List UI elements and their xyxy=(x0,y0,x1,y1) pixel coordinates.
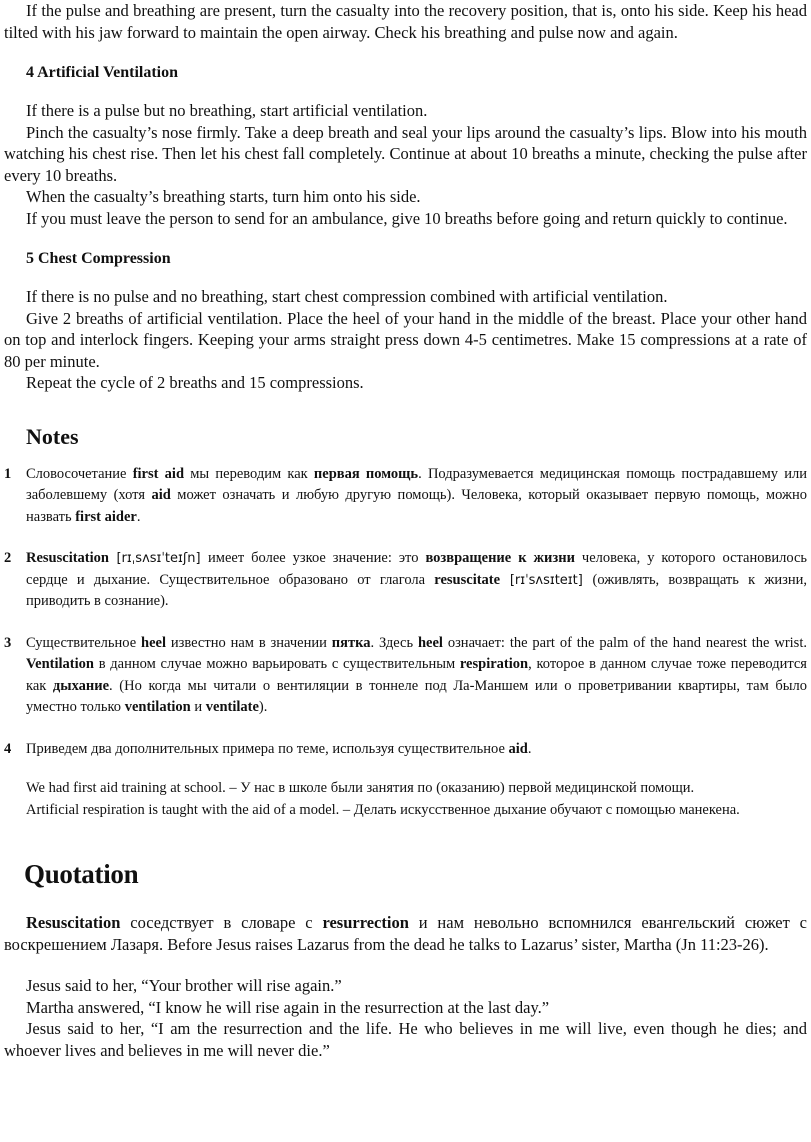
note-text: . Подразумевается медицинская помощь пострадавшему или заболевшему (хотя xyxy=(26,465,808,503)
term: дыхание xyxy=(52,677,110,694)
note-text: . Здесь xyxy=(370,634,418,651)
quotation-line-2: Martha answered, “I know he will rise again in the resurrection at the last day.” xyxy=(26,997,550,1017)
term: Resuscitation xyxy=(26,550,109,566)
quotation-heading: Quotation xyxy=(24,859,139,889)
term: first aid xyxy=(132,465,185,482)
note-text: (оживлять, возвращать к жизни, приводить в сознание). xyxy=(26,571,807,609)
note-text: означает: the part of the palm of the hand nearest the wrist. xyxy=(442,634,807,651)
note-text: Существительное xyxy=(26,634,142,651)
ventilation-p1: If there is a pulse but no breathing, start artificial ventilation. xyxy=(26,101,428,120)
compression-p1: If there is no pulse and no breathing, start chest compression combined with artificial ventilation. xyxy=(26,287,668,306)
note-text: мы переводим как xyxy=(184,465,314,482)
transcription: [rɪˈsʌsɪteɪt] xyxy=(500,572,593,588)
term: ventilation xyxy=(124,699,191,715)
note-text: . (Но когда мы читали о вентиляции в тоннеле под Ла-Маншем или о проветривании квартиры, там было уместно только xyxy=(26,677,807,715)
note-text: . xyxy=(136,508,141,525)
term: пятка xyxy=(331,634,371,651)
quotation-intro xyxy=(4,912,807,955)
compression-p2: Give 2 breaths of artificial ventilation. Place the heel of your hand in the middle of the breast. Place your other hand on top and interlock fingers. Keeping your arms straight press down 4-5 centimetres. Make 15 compressions at a rate of 80 per minute. xyxy=(4,308,807,371)
note-number: 3 xyxy=(4,634,12,651)
note-2 xyxy=(4,548,807,613)
term: first aider xyxy=(75,508,137,525)
compression-p3: Repeat the cycle of 2 breaths and 15 compressions. xyxy=(26,373,364,392)
recovery-paragraph: If the pulse and breathing are present, turn the casualty into the recovery position, that is, onto his side. Keep his head tilted with his jaw forward to maintain the open airway. Check his breathing and pulse now and again. xyxy=(4,1,807,42)
note-text: Приведем два дополнительных примера по теме, используя существительное xyxy=(26,740,509,757)
term: первая помощь xyxy=(313,465,419,482)
note-text: Словосочетание xyxy=(26,465,133,482)
ventilation-p4: If you must leave the person to send for an ambulance, give 10 breaths before going and return quickly to continue. xyxy=(26,208,788,228)
quotation-text: соседствует в словаре с xyxy=(120,913,323,932)
quotation-text: и нам невольно вспомнился евангельский сюжет с воскрешением Лазаря. Before Jesus raises Lazarus from the dead he talks to Lazarus’ sister, Martha (Jn 11:23-26). xyxy=(4,913,808,954)
term: respiration xyxy=(459,656,529,672)
note-3 xyxy=(4,633,807,719)
note-number: 4 xyxy=(4,740,12,757)
term: aid xyxy=(508,740,528,757)
term: Resuscitation xyxy=(26,913,121,932)
note-text: , которое в данном случае тоже переводится как xyxy=(26,656,807,694)
note-text: ). xyxy=(258,699,268,715)
heading-chest-compression: 5 Chest Compression xyxy=(26,250,171,267)
term: heel xyxy=(141,634,166,651)
term: aid xyxy=(151,487,171,503)
term: Ventilation xyxy=(26,656,94,672)
note-1 xyxy=(4,464,807,529)
transcription: [rɪˌsʌsɪˈteɪʃn] xyxy=(108,551,209,566)
term: возвращение к жизни xyxy=(425,550,575,566)
note-4 xyxy=(4,739,807,761)
quotation-passage xyxy=(4,975,807,1061)
heading-artificial-ventilation: 4 Artificial Ventilation xyxy=(26,64,178,81)
note-number: 1 xyxy=(4,465,12,482)
quotation-line-1: Jesus said to her, “Your brother will rise again.” xyxy=(26,976,342,995)
ventilation-p2: Pinch the casualty’s nose firmly. Take a deep breath and seal your lips around the casualty’s lips. Blow into his mouth watching his chest rise. Then let his chest fall completely. Continue at about 10 breaths a minute, checking the pulse after every 10 breaths. xyxy=(4,122,807,185)
note-text: человека, у которого остановилось сердце и дыхание. Существительное образовано от глагола xyxy=(26,550,808,588)
compression-section xyxy=(4,286,807,394)
quotation-line-3: Jesus said to her, “I am the resurrection and the life. He who believes in me will live, even though he dies; and whoever lives and believes in me will never die.” xyxy=(4,1019,807,1060)
notes-heading: Notes xyxy=(26,423,79,449)
document-page xyxy=(4,0,807,1061)
ventilation-p3: When the casualty’s breathing starts, turn him onto his side. xyxy=(26,187,421,206)
term: heel xyxy=(417,634,443,651)
note-text: и xyxy=(190,699,206,715)
ventilation-section xyxy=(4,100,807,229)
note-text: в данном случае можно варьировать с существительным xyxy=(93,656,460,672)
note-text: . xyxy=(527,740,532,757)
note-text: известно нам в значении xyxy=(166,634,332,651)
note-text: имеет более узкое значение: это xyxy=(208,550,426,566)
term: ventilate xyxy=(205,699,259,715)
note-number: 2 xyxy=(4,550,12,566)
note-text: может означать и любую другую помощь). Человека, который оказывает первую помощь, можно назвать xyxy=(26,487,808,525)
example-1: We had first aid training at school. – У нас в школе были занятия по (оказанию) первой медицинской помощи. xyxy=(26,780,695,796)
example-2: Artificial respiration is taught with the aid of a model. – Делать искусственное дыхание обучают с помощью манекена. xyxy=(26,801,740,818)
note-4-examples xyxy=(4,778,807,821)
term: resuscitate xyxy=(434,571,501,588)
term: resurrection xyxy=(322,913,409,932)
